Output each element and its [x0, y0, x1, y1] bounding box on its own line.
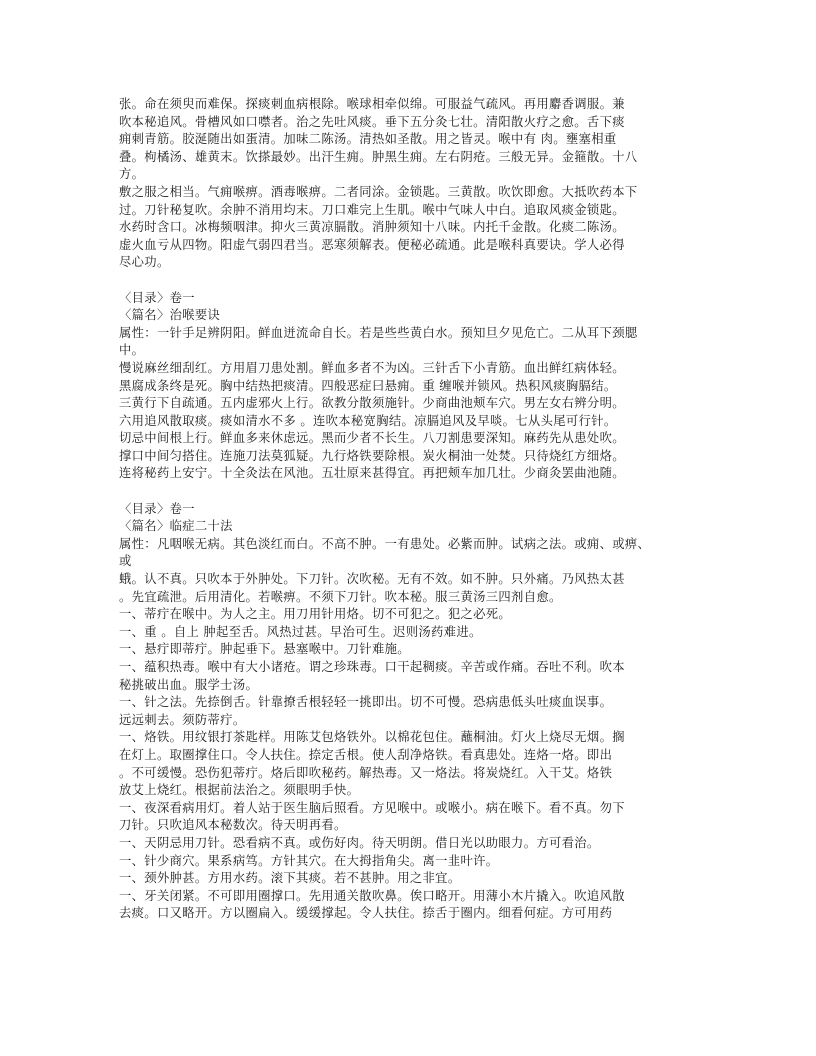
document-page	[119, 96, 699, 923]
text-line: 连将秘药上安宁。十全灸法在风池。五壮原来甚得宜。再把颊车加几壮。少商灸罢曲池随。	[119, 466, 625, 481]
text-line: 尽心功。	[119, 255, 170, 270]
text-line: 刀针。只吹追风本秘数次。待天明再看。	[119, 818, 347, 833]
catalog-heading: 〈目录〉卷一	[119, 290, 195, 305]
text-line: 敷之服之相当。气痈喉痹。酒毒喉痹。二者同涂。金锁匙。三黄散。吹饮即愈。大抵吹药本下	[119, 184, 638, 199]
text-line: 属性：凡咽喉无病。其色淡红而白。不高不肿。一有患处。必紫而肿。试病之法。或痈、或痹、	[119, 536, 651, 551]
text-line: 。不可缓慢。恐伤犯蒂疔。烙后即吹秘药。解热毒。又一烙法。将炭烧红。入干艾。烙铁	[119, 765, 613, 780]
section-clinical-methods	[119, 501, 699, 923]
text-line: 一、重 。自上 肿起至舌。风热过甚。早治可生。迟则汤药难进。	[119, 624, 482, 639]
text-line: 。先宜疏泄。后用清化。若喉痹。不须下刀针。吹本秘。服三黄汤三四剂自愈。	[119, 589, 562, 604]
text-line: 撑口中间匀搭住。连施刀法莫狐疑。九行烙铁要除根。炭火桐油一处焚。只待烧红方细烙。	[119, 448, 625, 463]
text-line: 或	[119, 554, 132, 569]
text-line: 一、蕴积热毒。喉中有大小诸疮。谓之珍珠毒。口干起稠痰。辛苦或作痛。吞吐不利。吹本	[119, 660, 625, 674]
chapter-heading: 〈篇名〉治喉要诀	[119, 308, 221, 323]
text-line: 一、牙关闭紧。不可即用圈撑口。先用通关散吹鼻。俟口略开。用薄小木片撬入。吹追风散	[119, 888, 625, 903]
text-line: 秘挑破出血。服学士汤。	[119, 677, 259, 692]
text-line: 虚火血亏从四物。阳虚气弱四君当。恶寒须解表。便秘必疏通。此是喉科真要诀。学人必得	[119, 237, 625, 252]
text-line: 一、夜深看病用灯。着人站于医生脑后照看。方见喉中。或喉小。病在喉下。看不真。勿下	[119, 800, 625, 815]
text-line: 方。	[119, 167, 145, 182]
text-line: 叠。枸橘汤、雄黄末。饮搽最妙。出汗生痈。肿黑生痈。左右阴疮。三般无异。金箍散。十八	[119, 149, 638, 164]
text-line: 过。刀针秘复吹。余肿不消用均末。刀口难完上生肌。喉中气味人中白。追取风痰金锁匙。	[119, 202, 625, 217]
text-line: 六用追风散取痰。痰如清水不多 。连吹本秘宽胸结。凉膈追风及早啖。七从头尾可行针。	[119, 413, 617, 428]
text-line: 痈刺青筋。胶涎随出如蛋清。加味二陈汤。清热如圣散。用之皆灵。喉中有 肉。壅塞相重	[119, 132, 617, 147]
text-line: 切忌中间根上行。鲜血多来休虑远。黑而少者不长生。八刀割患要深知。麻药先从患处吹。	[119, 431, 625, 446]
text-line: 放艾上烧红。根据前法治之。须眼明手快。	[119, 783, 360, 798]
text-line: 一、针之法。先捺倒舌。针靠撩舌根轻轻一挑即出。切不可慢。恐病患低头吐痰血误事。	[119, 695, 613, 710]
text-line: 一、颈外肿甚。方用水药。滚下其痰。若不甚肿。用之非宜。	[119, 871, 461, 886]
catalog-heading: 〈目录〉卷一	[119, 501, 195, 516]
section-throat-pathology	[119, 96, 699, 272]
text-line: 慢说麻丝细刮红。方用眉刀患处割。鲜血多者不为凶。三针舌下小青筋。血出鲜红病体轻。	[119, 360, 625, 375]
chapter-heading: 〈篇名〉临症二十法	[119, 519, 233, 534]
text-line: 蛾。认不真。只吹本于外肿处。下刀针。次吹秘。无有不效。如不肿。只外痛。乃风热太甚	[119, 572, 625, 587]
text-line: 中。	[119, 343, 145, 358]
text-line: 一、针少商穴。果系病笃。方针其穴。在大拇指角尖。离一韭叶许。	[119, 853, 499, 868]
section-treatment-essentials	[119, 290, 699, 484]
text-line: 一、悬疔即蒂疔。肿起垂下。悬塞喉中。刀针难施。	[119, 642, 410, 657]
text-line: 一、蒂疔在喉中。为人之主。用刀用针用烙。切不可犯之。犯之必死。	[119, 607, 512, 622]
text-line: 属性：一针手足辨阴阳。鲜血迸流命自长。若是些些黄白水。预知旦夕见危亡。二从耳下颈腮	[119, 325, 638, 340]
text-line: 一、烙铁。用纹银打茶匙样。用陈艾包烙铁外。以棉花包住。蘸桐油。灯火上烧尽无烟。搁	[119, 730, 625, 745]
text-line: 去痰。口又略开。方以圈扁入。缓缓撑起。令人扶住。捺舌于圈内。细看何症。方可用药	[119, 906, 613, 921]
text-line: 吹本秘追风。骨槽风如口噤者。治之先吐风痰。垂下五分灸七壮。清阳散火疗之愈。舌下痰	[119, 114, 625, 129]
text-line: 水药时含口。冰梅频咽津。抑火三黄凉膈散。消肿须知十八味。内托千金散。化痰二陈汤。	[119, 220, 625, 235]
text-line: 在灯上。取圈撑住口。令人扶住。捺定舌根。使人刮净烙铁。看真患处。连烙一烙。即出	[119, 747, 613, 762]
text-line: 远远刺去。须防蒂疔。	[119, 712, 246, 727]
text-line: 一、天阴忌用刀针。恐看病不真。或伤好肉。待天明朗。借日光以助眼力。方可看治。	[119, 835, 600, 850]
text-line: 张。命在须臾而难保。探痰刺血病根除。喉球相牵似绵。可服益气疏风。再用麝香调服。兼	[119, 97, 625, 111]
text-line: 三黄行下自疏通。五内虚邪火上行。欲教分散须施针。少商曲池颊车穴。男左女右辨分明。	[119, 396, 625, 411]
paragraph-gap	[119, 483, 699, 501]
text-line: 黑腐成条终是死。胸中结热把痰清。四般恶症曰悬痈。重 缠喉并锁风。热积风痰胸膈结。	[119, 378, 617, 393]
paragraph-gap	[119, 272, 699, 290]
